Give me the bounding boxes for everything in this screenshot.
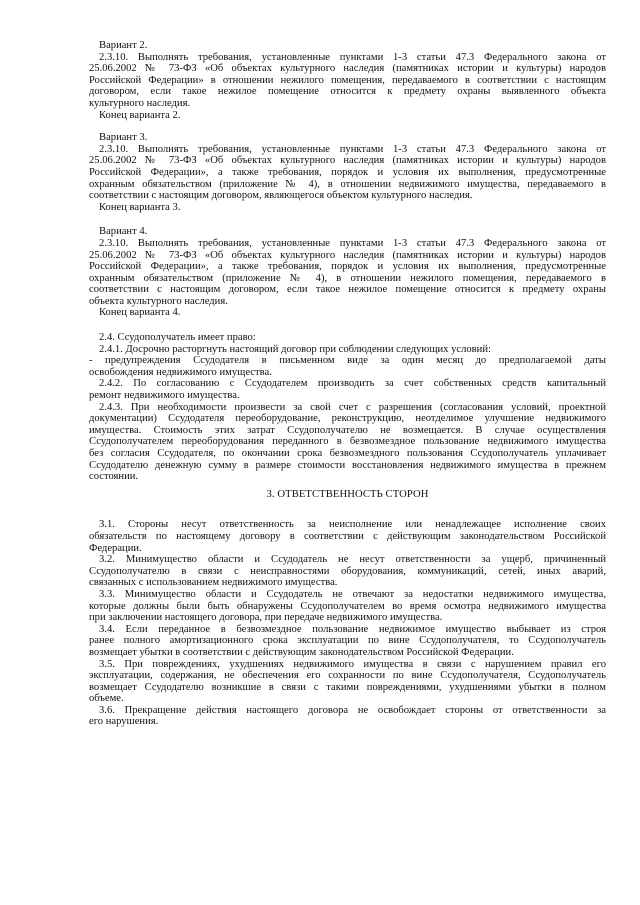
variant-3-end: Конец варианта 3. bbox=[99, 201, 181, 213]
variant-4-line: объекта культурного наследия. bbox=[89, 295, 228, 307]
clause-3-4-line: возмещает убытки в соответствии с действующим законодательством Российской Федерации. bbox=[89, 646, 514, 658]
variant-2-end: Конец варианта 2. bbox=[99, 109, 181, 121]
variant-3-line: 25.06.2002 № 73-ФЗ «Об объектах культурного наследия (памятниках истории и культуры) народов bbox=[89, 155, 606, 167]
variant-2-line: Российской Федерации» в отношении нежилого помещения, передаваемого в соответствии с настоящим bbox=[89, 74, 606, 86]
clause-2-4-3-line: документации) Ссудодателя переоборудование, реконструкцию, неотделимое улучшение недвижимого bbox=[89, 413, 606, 425]
variant-3-heading: Вариант 3. bbox=[99, 132, 148, 144]
clause-3-4-line: 3.4. Если переданное в безвозмездное пользование недвижимое имущество выбывает из строя bbox=[99, 623, 606, 635]
clause-3-4-line: ранее полного амортизационного срока эксплуатации по вине Ссудополучателя, то Ссудополучатель bbox=[89, 635, 606, 647]
clause-3-5-line: эксплуатации, содержания, не обеспечения его сохранности по вине Ссудополучателя, Ссудополучатель bbox=[89, 670, 606, 682]
clause-2-4-1-line: - предупреждения Ссудодателя в письменном виде за один месяц до предполагаемой даты bbox=[89, 355, 606, 367]
variant-2-block bbox=[89, 40, 606, 121]
variant-2-line: 2.3.10. Выполнять требования, установленные пунктами 1-3 статьи 47.3 Федерального закона от bbox=[99, 51, 606, 63]
variant-4-end: Конец варианта 4. bbox=[99, 307, 181, 319]
clause-2-4-3-line: 2.4.3. При необходимости произвести за свой счет с разрешения (согласования условий, проектной bbox=[99, 401, 606, 413]
clause-2-4-2-line: 2.4.2. По согласованию с Ссудодателем производить за счет собственных средств капитальный bbox=[99, 378, 606, 390]
clause-2-4-3-line: Ссудодателю денежную сумму в размере стоимости восстановления недвижимого имущества в прежнем bbox=[89, 459, 606, 471]
variant-3-block bbox=[89, 132, 606, 213]
section-3 bbox=[89, 519, 606, 728]
clause-3-1-line: 3.1. Стороны несут ответственность за неисполнение или ненадлежащее исполнение своих bbox=[99, 519, 606, 531]
variant-3-line: Российской Федерации», а также требования, порядок и условия их выполнения, предусмотренные bbox=[89, 166, 606, 178]
section-2-4-heading: 2.4. Ссудополучатель имеет право: bbox=[99, 332, 256, 344]
section-2-4 bbox=[89, 332, 606, 483]
variant-3-line: соответствии с настоящим договором, являющегося объектом культурного наследия. bbox=[89, 190, 473, 202]
variant-3-line: охранным обязательством (приложение № 4), в отношении недвижимого имущества, передаваемого в bbox=[89, 178, 606, 190]
clause-3-1-line: обязательств по настоящему договору в соответствии с действующим законодательством Российской bbox=[89, 530, 606, 542]
clause-2-4-3-line: состоянии. bbox=[89, 471, 139, 483]
clause-2-4-1-line: освобождения недвижимого имущества. bbox=[89, 366, 272, 378]
clause-3-2-line: связанных с использованием недвижимого имущества. bbox=[89, 577, 338, 589]
variant-2-heading: Вариант 2. bbox=[99, 40, 148, 51]
clause-2-4-2-line: ремонт недвижимого имущества. bbox=[89, 390, 240, 402]
clause-3-3-line: 3.3. Минимущество области и Ссудодатель не отвечают за недостатки недвижимого имущества, bbox=[99, 588, 606, 600]
clause-2-4-3-line: без согласия Ссудодателя, по окончании срока безвозмездного пользования Ссудополучатель уплачивает bbox=[89, 448, 606, 459]
variant-4-line: 25.06.2002 № 73-ФЗ «Об объектах культурного наследия (памятниках истории и культуры) народов bbox=[89, 249, 606, 261]
variant-4-line: соответствии с настоящим договором, если такое нежилое помещение относится к предмету охраны bbox=[89, 284, 606, 296]
clause-3-5-line: объеме. bbox=[89, 693, 124, 705]
variant-4-heading: Вариант 4. bbox=[99, 226, 148, 238]
clause-3-1-line: Федерации. bbox=[89, 542, 142, 554]
variant-4-line: охранным обязательством (приложение № 4), в отношении нежилого помещения, передаваемого в bbox=[89, 272, 606, 284]
clause-3-3-line: которые должны были быть обнаружены Ссудополучателем во время осмотра недвижимого имущества bbox=[89, 600, 606, 612]
clause-3-2-line: 3.2. Минимущество области и Ссудодатель не несут ответственности за ущерб, причиненный bbox=[99, 554, 606, 566]
clause-2-4-3-line: имущества. Стоимость этих затрат Ссудополучателю не возмещается. В случае осуществления bbox=[89, 424, 606, 436]
clause-3-5-line: возмещает Ссудодателю возникшие в связи с такими повреждениями, ухудшениями убытки в полном bbox=[89, 681, 606, 693]
clause-3-2-line: Ссудополучателю в связи с неисправностями оборудования, коммуникаций, сетей, иных аварий, bbox=[89, 565, 606, 577]
clause-3-6-line: его нарушения. bbox=[89, 716, 159, 728]
variant-4-line: 2.3.10. Выполнять требования, установленные пунктами 1-3 статьи 47.3 Федерального закона от bbox=[99, 237, 606, 249]
variant-2-line: культурного наследия. bbox=[89, 97, 191, 109]
clause-3-3-line: при заключении настоящего договора, при передаче недвижимого имущества. bbox=[89, 612, 443, 624]
variant-4-line: Российской Федерации», а также требования, порядок и условия их выполнения, предусмотренные bbox=[89, 261, 606, 273]
clause-3-5-line: 3.5. При повреждениях, ухудшениях недвижимого имущества в связи с нарушением правил его bbox=[99, 658, 606, 670]
clause-2-4-1: 2.4.1. Досрочно расторгнуть настоящий договор при соблюдении следующих условий: bbox=[99, 343, 491, 355]
clause-3-6-line: 3.6. Прекращение действия настоящего договора не освобождает стороны от ответственности за bbox=[99, 704, 606, 716]
variant-2-line: договором, если такое нежилое помещение относится к предмету охраны выявленного объекта bbox=[89, 86, 606, 98]
variant-3-line: 2.3.10. Выполнять требования, установленные пунктами 1-3 статьи 47.3 Федерального закона от bbox=[99, 143, 606, 155]
variant-2-line: 25.06.2002 № 73-ФЗ «Об объектах культурного наследия (памятниках истории и культуры) народов bbox=[89, 63, 606, 75]
variant-4-block bbox=[89, 226, 606, 319]
clause-2-4-3-line: Ссудополучателем переоборудования переданного в безвозмездное пользование недвижимого имущества bbox=[89, 436, 606, 448]
section-3-title: 3. ОТВЕТСТВЕННОСТЬ СТОРОН bbox=[266, 488, 429, 500]
